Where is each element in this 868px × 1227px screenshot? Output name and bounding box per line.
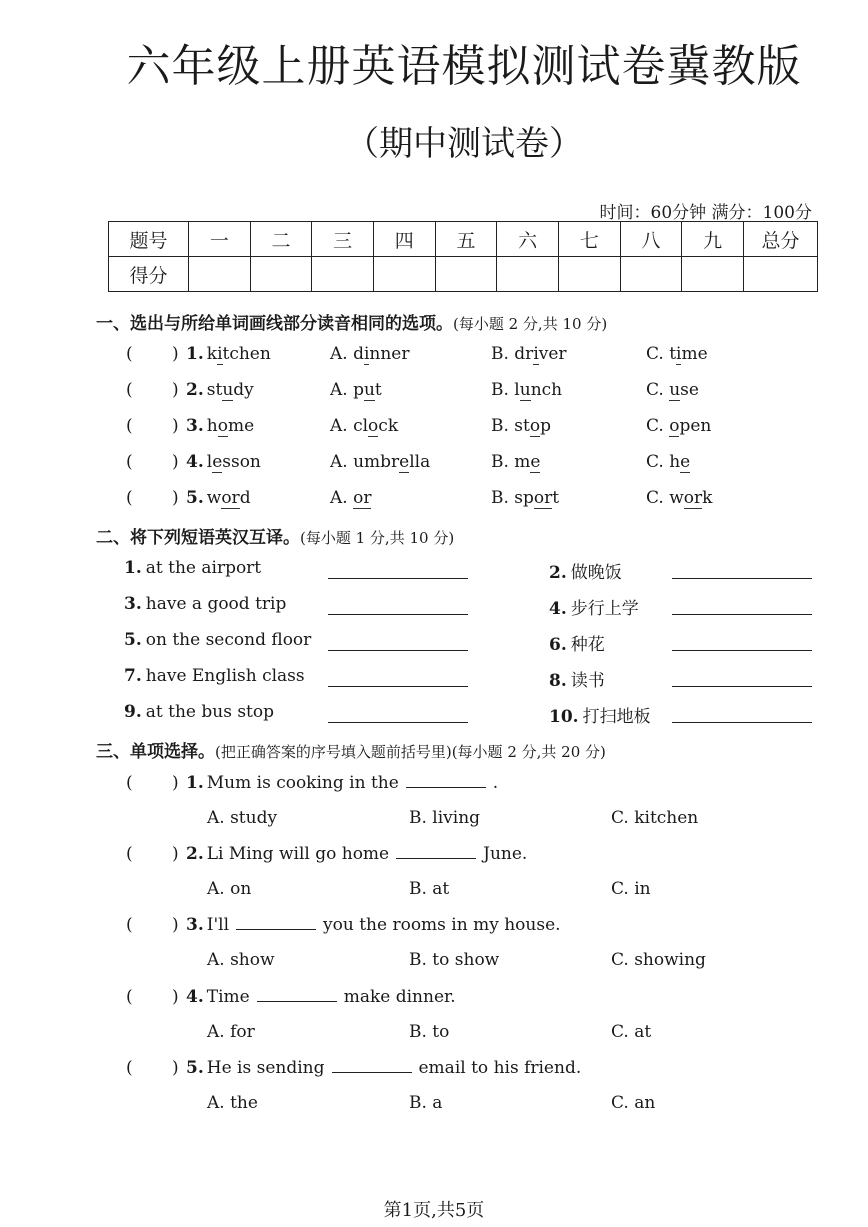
question-text-post: . [492,773,499,793]
option-b-text [491,380,562,400]
question-stem [186,987,456,1007]
option-b-text-underlined: u [519,380,531,400]
score-col-5: 五 [435,222,497,257]
option-a[interactable] [330,416,398,437]
option-b[interactable]: B. a [409,1093,443,1113]
target-word-underlined: i [217,344,223,364]
target-word [207,380,254,400]
question-number: 1. [186,344,204,364]
option-b-text [491,452,540,472]
question-number: 5. [186,488,204,508]
question-text-pre: Mum is cooking in the [206,773,399,793]
answer-paren-open: ( [126,915,133,935]
answer-paren-open: ( [126,416,133,436]
target-word-underlined: e [212,452,223,472]
question-stem [186,844,527,864]
answer-slot[interactable] [136,416,170,436]
phrase-right [549,594,639,619]
option-c[interactable]: C. in [611,879,651,899]
section3-heading [96,737,606,762]
option-c[interactable] [646,416,711,437]
option-c-text-pre: C. t [646,344,677,364]
question-word [186,416,254,437]
option-c-text-post: me [681,344,708,364]
phrase-number: 2. [549,563,567,583]
option-c[interactable] [646,488,712,509]
option-b-text-pre: B. l [491,380,520,400]
question-text-post: June. [483,844,528,864]
option-b-text [491,344,567,364]
phrase-left [124,702,274,722]
phrase-number: 10. [549,707,579,727]
option-c-text-pre: C. [646,416,670,436]
phrase-text: 步行上学 [570,599,639,619]
option-a[interactable] [330,344,410,365]
answer-slot[interactable] [136,844,170,864]
phrase-text: 打扫地板 [582,707,651,727]
phrase-right [549,702,651,727]
phrase-number: 1. [124,558,142,578]
target-word-post: me [227,416,255,436]
question-word [186,488,251,509]
answer-paren-open: ( [126,452,133,472]
option-c[interactable]: C. kitchen [611,808,699,828]
score-col-4: 四 [373,222,435,257]
option-a-text-post: ck [378,416,399,436]
phrase-left [124,558,261,578]
answer-line[interactable] [328,722,468,723]
answer-paren-open: ( [126,380,133,400]
phrase-right [549,558,622,583]
option-a-text-underlined: i [363,344,370,364]
option-c[interactable] [646,380,699,401]
phrase-left [124,666,305,686]
target-word-post: d [239,488,251,508]
option-b-text-pre: B. dr [491,344,534,364]
question-blank[interactable] [396,844,476,859]
score-col-8: 八 [620,222,682,257]
option-b[interactable]: B. to [409,1022,450,1042]
answer-paren-open: ( [126,1058,133,1078]
answer-paren-close: ) [172,488,179,508]
option-a[interactable]: A. on [207,879,252,899]
question-blank[interactable] [257,987,337,1002]
option-c-text-underlined: o [669,416,680,436]
phrase-number: 4. [549,599,567,619]
phrase-left [124,630,311,650]
answer-paren-close: ) [172,452,179,472]
score-col-7: 七 [558,222,620,257]
answer-line[interactable] [328,614,468,615]
score-cell[interactable] [312,257,374,292]
option-b[interactable]: B. living [409,808,481,828]
answer-slot[interactable] [136,488,170,508]
score-table [108,221,818,292]
score-cell[interactable] [497,257,559,292]
option-c-text-underlined: u [669,380,681,400]
question-number: 1. [186,773,204,793]
option-b-text-pre: B. m [491,452,531,472]
score-cell[interactable] [558,257,620,292]
option-a-text-pre: A. cl [330,416,369,436]
question-text-post: you the rooms in my house. [323,915,561,935]
option-a[interactable] [330,452,430,473]
option-a-text [330,488,371,508]
phrase-number: 6. [549,635,567,655]
option-c-text-underlined: e [680,452,691,472]
option-b[interactable] [491,416,551,437]
phrase-text: have a good trip [145,594,287,614]
score-cell[interactable] [250,257,312,292]
option-a-text-post: nner [369,344,410,364]
answer-paren-open: ( [126,773,133,793]
question-number: 5. [186,1058,204,1078]
section1-note: (每小题 2 分,共 10 分) [453,315,608,333]
option-b-text-underlined: or [533,488,553,508]
option-a-text-underlined: o [368,416,379,436]
phrase-text: at the airport [145,558,262,578]
question-number: 2. [186,844,204,864]
page-title: 六年级上册英语模拟测试卷冀教版 [126,41,802,92]
answer-line[interactable] [672,578,812,579]
phrase-number: 8. [549,671,567,691]
phrase-text: 读书 [570,671,605,691]
option-b-text [491,488,559,508]
target-word [207,416,254,436]
answer-paren-close: ) [172,416,179,436]
option-b-text-post: ver [538,344,567,364]
option-a[interactable]: A. show [207,950,275,970]
option-a[interactable]: A. for [207,1022,255,1042]
score-col-total: 总分 [744,222,818,257]
option-c-text-underlined: i [676,344,682,364]
option-a-text-post: t [374,380,382,400]
option-b[interactable] [491,344,567,365]
answer-slot[interactable] [136,987,170,1007]
option-a-text-underlined: u [363,380,375,400]
target-word-pre: w [206,488,222,508]
score-col-3: 三 [312,222,374,257]
option-c[interactable]: C. at [611,1022,652,1042]
answer-paren-close: ) [172,915,179,935]
phrase-right [549,630,605,655]
option-b[interactable] [491,452,540,473]
target-word-underlined: or [221,488,240,508]
answer-slot[interactable] [136,915,170,935]
answer-paren-close: ) [172,1058,179,1078]
option-b-text-underlined: o [529,416,541,436]
score-col-2: 二 [250,222,312,257]
phrase-text: at the bus stop [145,702,274,722]
target-word-underlined: u [222,380,234,400]
answer-line[interactable] [328,686,468,687]
answer-slot[interactable] [136,380,170,400]
option-a-text-pre: A. [330,488,354,508]
target-word [207,488,251,508]
option-c[interactable]: C. showing [611,950,706,970]
target-word [207,452,261,472]
phrase-right [549,666,605,691]
question-text-pre: Time [206,987,250,1007]
option-a[interactable] [330,488,371,509]
question-blank[interactable] [406,773,486,788]
answer-paren-open: ( [126,844,133,864]
answer-paren-open: ( [126,488,133,508]
question-word [186,452,261,473]
option-c[interactable] [646,344,708,365]
target-word-pre: l [206,452,213,472]
score-table-header-row [109,222,818,257]
answer-line[interactable] [328,650,468,651]
option-a-text [330,380,382,400]
section2-heading [96,523,454,548]
option-c-text [646,452,690,472]
option-a-text-underlined: or [353,488,372,508]
target-word [207,344,271,364]
score-cell[interactable] [435,257,497,292]
option-a-text-pre: A. p [330,380,364,400]
answer-line[interactable] [672,686,812,687]
option-c-text [646,380,699,400]
option-b[interactable] [491,488,559,509]
phrase-number: 9. [124,702,142,722]
phrase-number: 3. [124,594,142,614]
question-text-post: email to his friend. [418,1058,582,1078]
option-a[interactable] [330,380,382,401]
answer-paren-close: ) [172,987,179,1007]
target-word-underlined: o [217,416,228,436]
score-table-score-label: 得分 [109,257,189,292]
option-a-text-underlined: e [399,452,410,472]
score-table-score-row [109,257,818,292]
answer-slot[interactable] [136,344,170,364]
phrase-number: 7. [124,666,142,686]
score-col-1: 一 [189,222,251,257]
answer-paren-open: ( [126,344,133,364]
question-text-pre: He is sending [206,1058,325,1078]
option-c-text-pre: C. h [646,452,681,472]
target-word-post: tchen [222,344,271,364]
question-number: 4. [186,987,204,1007]
target-word-pre: k [206,344,218,364]
option-a-text [330,416,398,436]
question-stem [186,773,498,793]
question-word [186,344,271,365]
option-a[interactable]: A. the [207,1093,258,1113]
question-stem [186,915,561,935]
score-cell[interactable] [189,257,251,292]
option-c-text-post: k [702,488,713,508]
option-b-text-post: nch [530,380,563,400]
phrase-text: 种花 [570,635,605,655]
question-text-pre: Li Ming will go home [206,844,390,864]
answer-paren-close: ) [172,844,179,864]
target-word-pre: h [206,416,218,436]
option-b[interactable]: B. to show [409,950,500,970]
phrase-number: 5. [124,630,142,650]
option-b-text-underlined: e [530,452,541,472]
time-info: 时间：60分钟 满分：100分 [599,203,812,223]
answer-line[interactable] [328,578,468,579]
answer-paren-close: ) [172,380,179,400]
option-c[interactable] [646,452,690,473]
phrase-text: on the second floor [145,630,312,650]
score-cell[interactable] [373,257,435,292]
answer-line[interactable] [672,650,812,651]
question-stem [186,1058,581,1078]
score-col-9: 九 [682,222,744,257]
section3-note: (把正确答案的序号填入题前括号里)(每小题 2 分,共 20 分) [215,743,606,761]
score-cell[interactable] [682,257,744,292]
question-blank[interactable] [332,1058,412,1073]
option-b-text-post: p [540,416,551,436]
answer-paren-open: ( [126,987,133,1007]
question-text-pre: I'll [206,915,230,935]
target-word-post: dy [233,380,254,400]
answer-line[interactable] [672,614,812,615]
option-c-text [646,344,708,364]
score-col-6: 六 [497,222,559,257]
answer-paren-close: ) [172,344,179,364]
option-a-text [330,344,410,364]
section1-heading-text: 一、选出与所给单词画线部分读音相同的选项。 [96,314,453,334]
question-number: 2. [186,380,204,400]
answer-slot[interactable] [136,452,170,472]
option-b-text-pre: B. st [491,416,530,436]
question-blank[interactable] [236,915,316,930]
answer-paren-close: ) [172,773,179,793]
option-c-text-post: se [680,380,699,400]
option-a-text-post: lla [409,452,431,472]
page-subtitle: （期中测试卷） [345,124,583,164]
target-word-post: sson [222,452,261,472]
phrase-text: have English class [145,666,305,686]
option-a[interactable]: A. study [207,808,278,828]
option-c-text-underlined: or [683,488,703,508]
option-c[interactable]: C. an [611,1093,656,1113]
section1-heading [96,309,607,334]
option-c-text-pre: C. w [646,488,684,508]
section3-heading-text: 三、单项选择。 [96,742,215,762]
question-number: 3. [186,416,204,436]
option-a-text [330,452,430,472]
option-b-text-underlined: i [533,344,539,364]
option-c-text [646,488,712,508]
section2-note: (每小题 1 分,共 10 分) [300,529,455,547]
question-word [186,380,254,401]
option-a-text-pre: A. d [330,344,364,364]
option-c-text-pre: C. [646,380,670,400]
target-word-pre: st [206,380,223,400]
phrase-text: 做晚饭 [570,563,622,583]
score-cell[interactable] [744,257,818,292]
score-table-header-label: 题号 [109,222,189,257]
option-b[interactable]: B. at [409,879,450,899]
question-number: 3. [186,915,204,935]
section2-heading-text: 二、将下列短语英汉互译。 [96,528,300,548]
option-c-text [646,416,711,436]
option-b[interactable] [491,380,562,401]
option-c-text-post: pen [679,416,712,436]
page-footer: 第1页,共5页 [383,1200,485,1221]
option-a-text-pre: A. umbr [330,452,400,472]
answer-slot[interactable] [136,1058,170,1078]
option-b-text-pre: B. sp [491,488,534,508]
score-cell[interactable] [620,257,682,292]
question-text-post: make dinner. [343,987,456,1007]
phrase-left [124,594,286,614]
answer-line[interactable] [672,722,812,723]
option-b-text [491,416,551,436]
answer-slot[interactable] [136,773,170,793]
question-number: 4. [186,452,204,472]
option-b-text-post: t [552,488,560,508]
